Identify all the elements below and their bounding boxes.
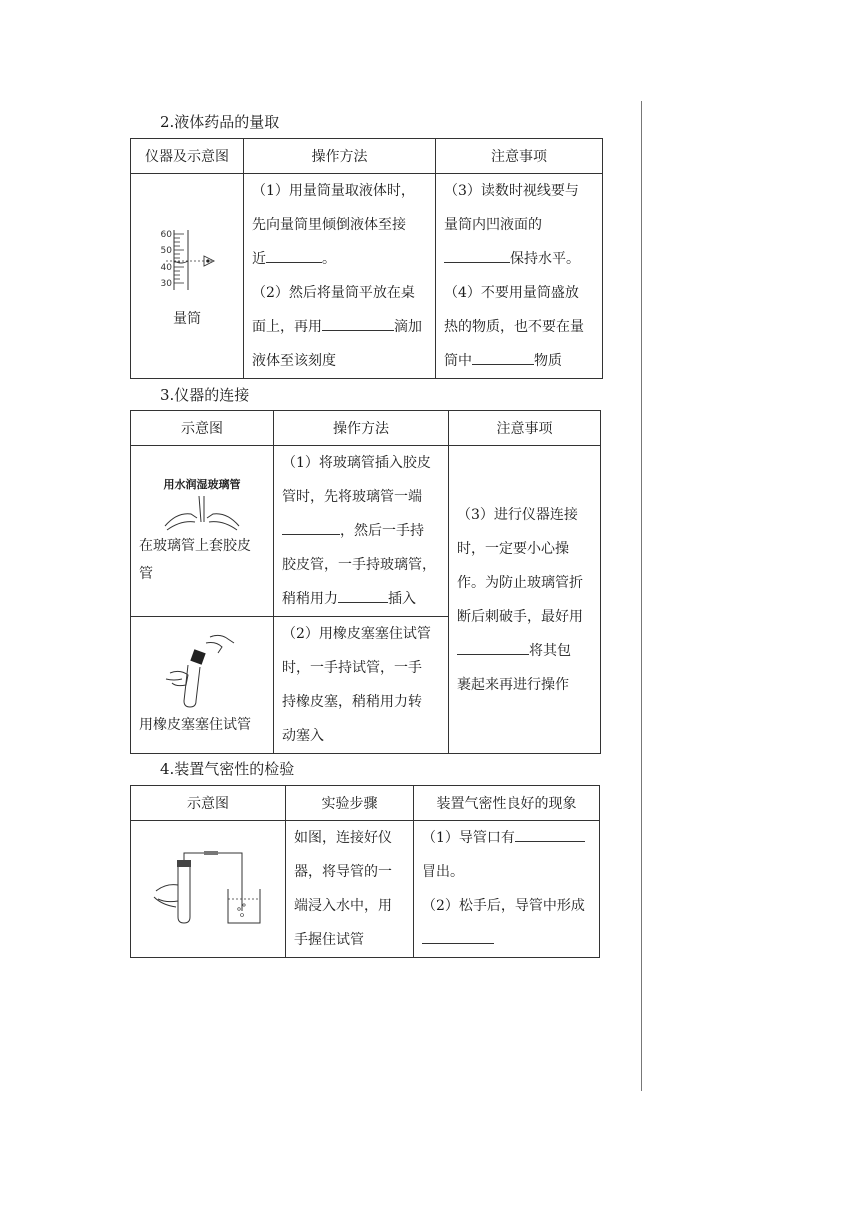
text-fragment: 保持水平。 xyxy=(510,251,580,267)
scale-label-50: 50 xyxy=(160,246,172,256)
text-line: 胶皮管，一手持玻璃管， xyxy=(282,557,436,573)
figure-title: 用水润湿玻璃管 xyxy=(163,478,241,491)
fill-blank[interactable] xyxy=(444,248,510,263)
text-line: （2）用橡皮塞塞住试管 xyxy=(282,626,431,642)
text-fragment: 插入 xyxy=(388,591,416,607)
text-line: （1）将玻璃管插入胶皮 xyxy=(282,455,431,471)
text-line: 量筒内凹液面的 xyxy=(444,217,542,233)
airtightness-apparatus-figure xyxy=(148,851,268,927)
method-cell xyxy=(244,174,436,379)
text-fragment: 。 xyxy=(322,251,336,267)
notes-cell xyxy=(449,446,601,754)
fill-blank[interactable] xyxy=(422,929,494,944)
scale-label-40: 40 xyxy=(160,263,172,273)
text-line: 管时，先将玻璃管一端 xyxy=(282,489,422,505)
header-figure: 示意图 xyxy=(131,786,286,821)
fill-blank[interactable] xyxy=(515,827,585,842)
instrument-connection-table xyxy=(130,410,601,754)
header-phenomenon: 装置气密性良好的现象 xyxy=(414,786,600,821)
text-line xyxy=(252,242,427,276)
text-fragment: 面上，再用 xyxy=(252,319,322,335)
section-2-heading: 2.液体药品的量取 xyxy=(160,113,280,131)
text-line xyxy=(422,923,591,957)
text-fragment: 物质 xyxy=(534,353,562,369)
figure-caption-stopper: 用橡皮塞塞住试管 xyxy=(139,717,251,733)
figure-caption-line: 管 xyxy=(139,566,153,582)
text-line xyxy=(252,310,427,344)
scale-label-60: 60 xyxy=(160,230,172,240)
text-line: 断后刺破手，最好用 xyxy=(457,608,583,625)
text-line: 手握住试管 xyxy=(294,932,364,948)
text-fragment: （1）导管口有 xyxy=(422,830,515,846)
text-line: 器，将导管的一 xyxy=(294,864,392,880)
text-line: （3）读数时视线要与 xyxy=(444,183,579,199)
text-line: （2）松手后，导管中形成 xyxy=(422,898,585,914)
text-line: （2）然后将量筒平放在桌 xyxy=(252,285,415,301)
text-line: 裹起来再进行操作 xyxy=(457,676,569,693)
graduated-cylinder-cell xyxy=(131,174,244,379)
header-method: 操作方法 xyxy=(244,139,436,174)
text-line: 作。为防止玻璃管折 xyxy=(457,574,583,591)
rubber-stopper-figure xyxy=(162,631,242,711)
airtightness-test-table xyxy=(130,785,600,958)
fill-blank[interactable] xyxy=(266,248,322,263)
text-line: 冒出。 xyxy=(422,864,464,880)
text-line: 热的物质，也不要在量 xyxy=(444,319,584,335)
page-margin-line xyxy=(641,101,642,1091)
graduated-cylinder-figure xyxy=(152,224,222,294)
text-fragment: 筒中 xyxy=(444,353,472,369)
text-line xyxy=(422,821,591,855)
text-line: 如图，连接好仪 xyxy=(294,830,392,846)
text-fragment: 将其包 xyxy=(529,642,571,659)
notes-cell xyxy=(436,174,603,379)
text-line xyxy=(282,582,440,616)
liquid-measuring-table xyxy=(130,138,603,379)
glass-tube-figure-cell xyxy=(131,446,274,617)
header-figure: 示意图 xyxy=(131,411,274,446)
figure-caption-line: 在玻璃管上套胶皮 xyxy=(139,538,251,554)
text-line: 液体至该刻度 xyxy=(252,353,336,369)
header-method: 操作方法 xyxy=(274,411,449,446)
scale-label-30: 30 xyxy=(160,279,172,289)
section-4-heading: 4.装置气密性的检验 xyxy=(160,760,295,778)
text-line: 动塞入 xyxy=(282,728,324,744)
text-line: 时，一定要小心操 xyxy=(457,540,569,557)
text-fragment: 近 xyxy=(252,251,266,267)
text-line xyxy=(282,514,440,548)
method-cell-2 xyxy=(274,617,449,754)
figure-caption-cylinder: 量筒 xyxy=(173,311,201,327)
steps-cell xyxy=(286,821,414,958)
header-notes: 注意事项 xyxy=(436,139,603,174)
text-fragment: 滴加 xyxy=(394,319,422,335)
header-notes: 注意事项 xyxy=(449,411,601,446)
airtightness-figure-cell xyxy=(131,821,286,958)
text-line: 先向量筒里倾倒液体至接 xyxy=(252,217,406,233)
text-fragment: 稍稍用力 xyxy=(282,591,338,607)
text-fragment: ，然后一手持 xyxy=(340,523,424,539)
text-line: 端浸入水中，用 xyxy=(294,898,392,914)
text-line: （1）用量筒量取液体时， xyxy=(252,183,415,199)
fill-blank[interactable] xyxy=(322,316,394,331)
glass-tube-hands-figure xyxy=(157,492,247,532)
text-line xyxy=(444,242,594,276)
method-cell-1 xyxy=(274,446,449,617)
fill-blank[interactable] xyxy=(472,350,534,365)
text-line xyxy=(444,344,594,378)
fill-blank[interactable] xyxy=(282,520,340,535)
text-line xyxy=(457,634,592,668)
text-line: （4）不要用量筒盛放 xyxy=(444,285,579,301)
phenomenon-cell xyxy=(414,821,600,958)
section-3-heading: 3.仪器的连接 xyxy=(160,386,250,404)
text-line: 持橡皮塞，稍稍用力转 xyxy=(282,694,422,710)
fill-blank[interactable] xyxy=(338,588,388,603)
text-line: （3）进行仪器连接 xyxy=(457,506,578,523)
header-instrument: 仪器及示意图 xyxy=(131,139,244,174)
rubber-stopper-figure-cell xyxy=(131,617,274,754)
header-steps: 实验步骤 xyxy=(286,786,414,821)
text-line: 时，一手持试管，一手 xyxy=(282,660,422,676)
fill-blank[interactable] xyxy=(457,640,529,655)
